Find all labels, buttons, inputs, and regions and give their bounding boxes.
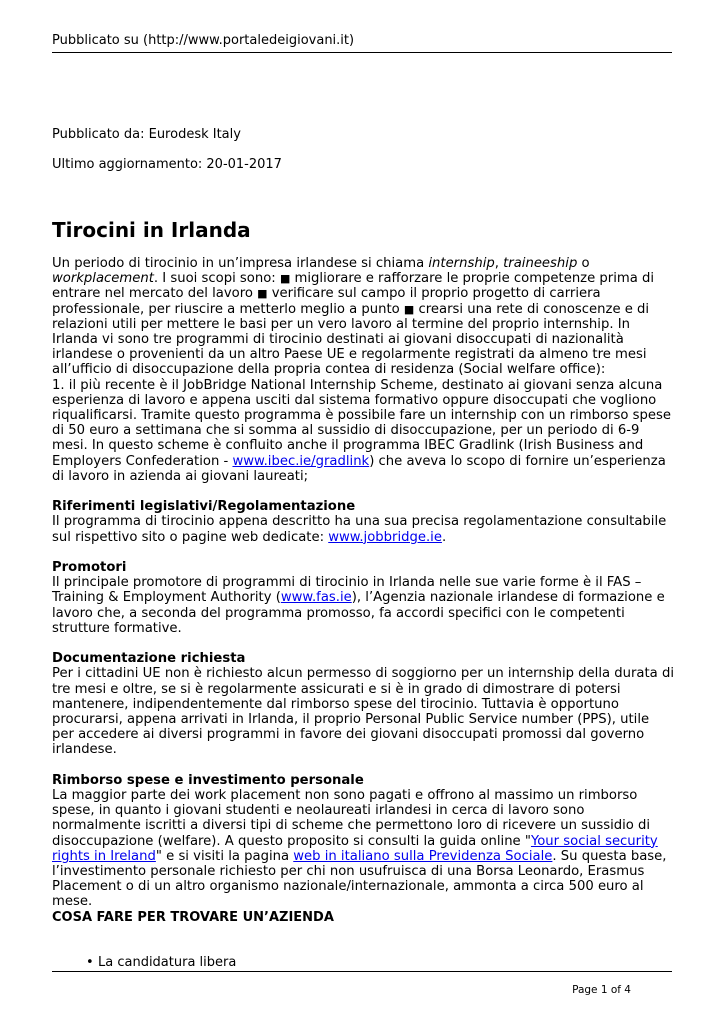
section-title-documents: Documentazione richiesta xyxy=(52,651,246,667)
intro-text: o xyxy=(577,256,590,271)
intro-text: crearsi una rete di conoscenze e di relazioni utili per mettere le basi per un vero lavoro al termine del proprio internship. In Irlanda vi sono tre programmi di tirocinio destinati ai giovani disoccupati di nazionalità irlandese o provenienti da un altro Paese UE e regolarmente registrati da almeno tre mesi all’ufficio di disoccupazione della propria contea di residenza (Social welfare office): xyxy=(52,301,650,378)
section-title-legal: Riferimenti legislativi/Regolamentazione xyxy=(52,499,356,515)
promoters-text-end: ), l’Agenzia nazionale irlandese di formazione e lavoro che, a seconda del programma promosso, fa accordi specifici con le competenti strutture formative. xyxy=(52,590,665,636)
header-divider xyxy=(52,52,672,53)
square-bullet-icon: ■ xyxy=(403,302,415,316)
intro-paragraph xyxy=(52,256,674,378)
point-1-paragraph xyxy=(52,378,674,484)
list-item-label: La candidatura libera xyxy=(98,955,237,970)
site-source-header: Pubblicato su (http://www.portaledeigiovani.it) xyxy=(52,33,355,48)
find-company-heading: COSA FARE PER TROVARE UN’AZIENDA xyxy=(52,910,334,925)
legal-paragraph xyxy=(52,514,674,544)
expenses-text: La maggior parte dei work placement non sono pagati e offrono al massimo un rimborso spese, in quanto i giovani studenti e neolaureati irlandesi in cerca di lavoro sono normalmente iscritti a diversi tipi di scheme che permettono loro di ricevere un sussidio di disoccupazione (welfare). A questo proposito si consulti la guida online " xyxy=(52,788,651,849)
square-bullet-icon: ■ xyxy=(257,287,268,301)
section-title-promoters: Promotori xyxy=(52,560,127,576)
bullet-icon: • xyxy=(86,955,94,970)
point-1-text-end: ) che aveva lo scopo di fornire un’esperienza di lavoro in azienda ai giovani laureati; xyxy=(52,453,666,484)
promoters-paragraph xyxy=(52,575,674,636)
term-workplacement: workplacement xyxy=(52,271,154,287)
footer-divider xyxy=(52,971,672,972)
page-title: Tirocini in Irlanda xyxy=(52,218,251,242)
list-item xyxy=(86,955,236,970)
published-by: Pubblicato da: Eurodesk Italy xyxy=(52,127,241,142)
ibec-gradlink-link[interactable]: www.ibec.ie/gradlink xyxy=(232,453,370,469)
legal-text: Il programma di tirocinio appena descritto ha una sua precisa regolamentazione consultabile sul rispettivo sito o pagine web dedicate: xyxy=(52,514,667,545)
documents-paragraph: Per i cittadini UE non è richiesto alcun permesso di soggiorno per un internship della durata di tre mesi e oltre, se si è regolarmente assicurati e si è in grado di dimostrare di potersi mantenere, indipendentemente dal rimborso spese del tirocinio. Tuttavia è opportuno procurarsi, appena arrivati in Irlanda, il proprio Personal Public Service number (PPS), utile per accedere ai diversi programmi in favore dei giovani disoccupati promossi dal governo irlandese. xyxy=(52,666,674,758)
previdenza-sociale-link[interactable]: web in italiano sulla Previdenza Sociale xyxy=(293,848,553,864)
jobbridge-link[interactable]: www.jobbridge.ie xyxy=(328,529,442,545)
social-security-guide-link[interactable]: Your social security rights in Ireland xyxy=(52,833,658,864)
expenses-paragraph xyxy=(52,788,674,910)
article-body xyxy=(52,256,674,910)
intro-text: verificare sul campo il proprio progetto di carriera professionale, per riuscire a metterlo meglio a punto xyxy=(52,286,601,317)
square-bullet-icon: ■ xyxy=(279,272,291,286)
point-1-text: 1. il più recente è il JobBridge National Internship Scheme, destinato ai giovani senza alcuna esperienza di lavoro e appena usciti dal sistema formativo oppure disoccupati che vogliono riqualificarsi. Tramite questo programma è possibile fare un internship con un rimborso spese di 50 euro a settimana che si somma al sussidio di disoccupazione, per un periodo di 6-9 mesi. In questo scheme è confluito anche il programma IBEC Gradlink (Irish Business and Employers Confederation - xyxy=(52,377,671,469)
legal-text-end: . xyxy=(441,529,447,545)
fas-link[interactable]: www.fas.ie xyxy=(280,590,352,606)
last-update: Ultimo aggiornamento: 20-01-2017 xyxy=(52,157,282,172)
intro-text: . I suoi scopi sono: xyxy=(153,271,280,287)
promoters-text: Il principale promotore di programmi di tirocinio in Irlanda nelle sue varie forme è il FAS –Training & Employment Authority ( xyxy=(52,575,642,606)
expenses-text: " e si visiti la pagina xyxy=(155,848,294,864)
term-internship: internship xyxy=(428,256,495,271)
intro-text: migliorare e rafforzare le proprie competenze prima di entrare nel mercato del lavoro xyxy=(52,271,655,302)
intro-text: Un periodo di tirocinio in un’impresa irlandese si chiama xyxy=(52,256,429,271)
expenses-text-end: . Su questa base, l’investimento personale richiesto per chi non usufruisca di una Borsa Leonardo, Erasmus Placement o di un altro organismo nazionale/internazionale, ammonta a circa 500 euro al mese. xyxy=(52,848,667,910)
intro-text: , xyxy=(494,256,504,271)
term-traineeship: traineeship xyxy=(503,256,578,271)
section-title-expenses: Rimborso spese e investimento personale xyxy=(52,772,364,788)
page-number: Page 1 of 4 xyxy=(572,984,631,996)
